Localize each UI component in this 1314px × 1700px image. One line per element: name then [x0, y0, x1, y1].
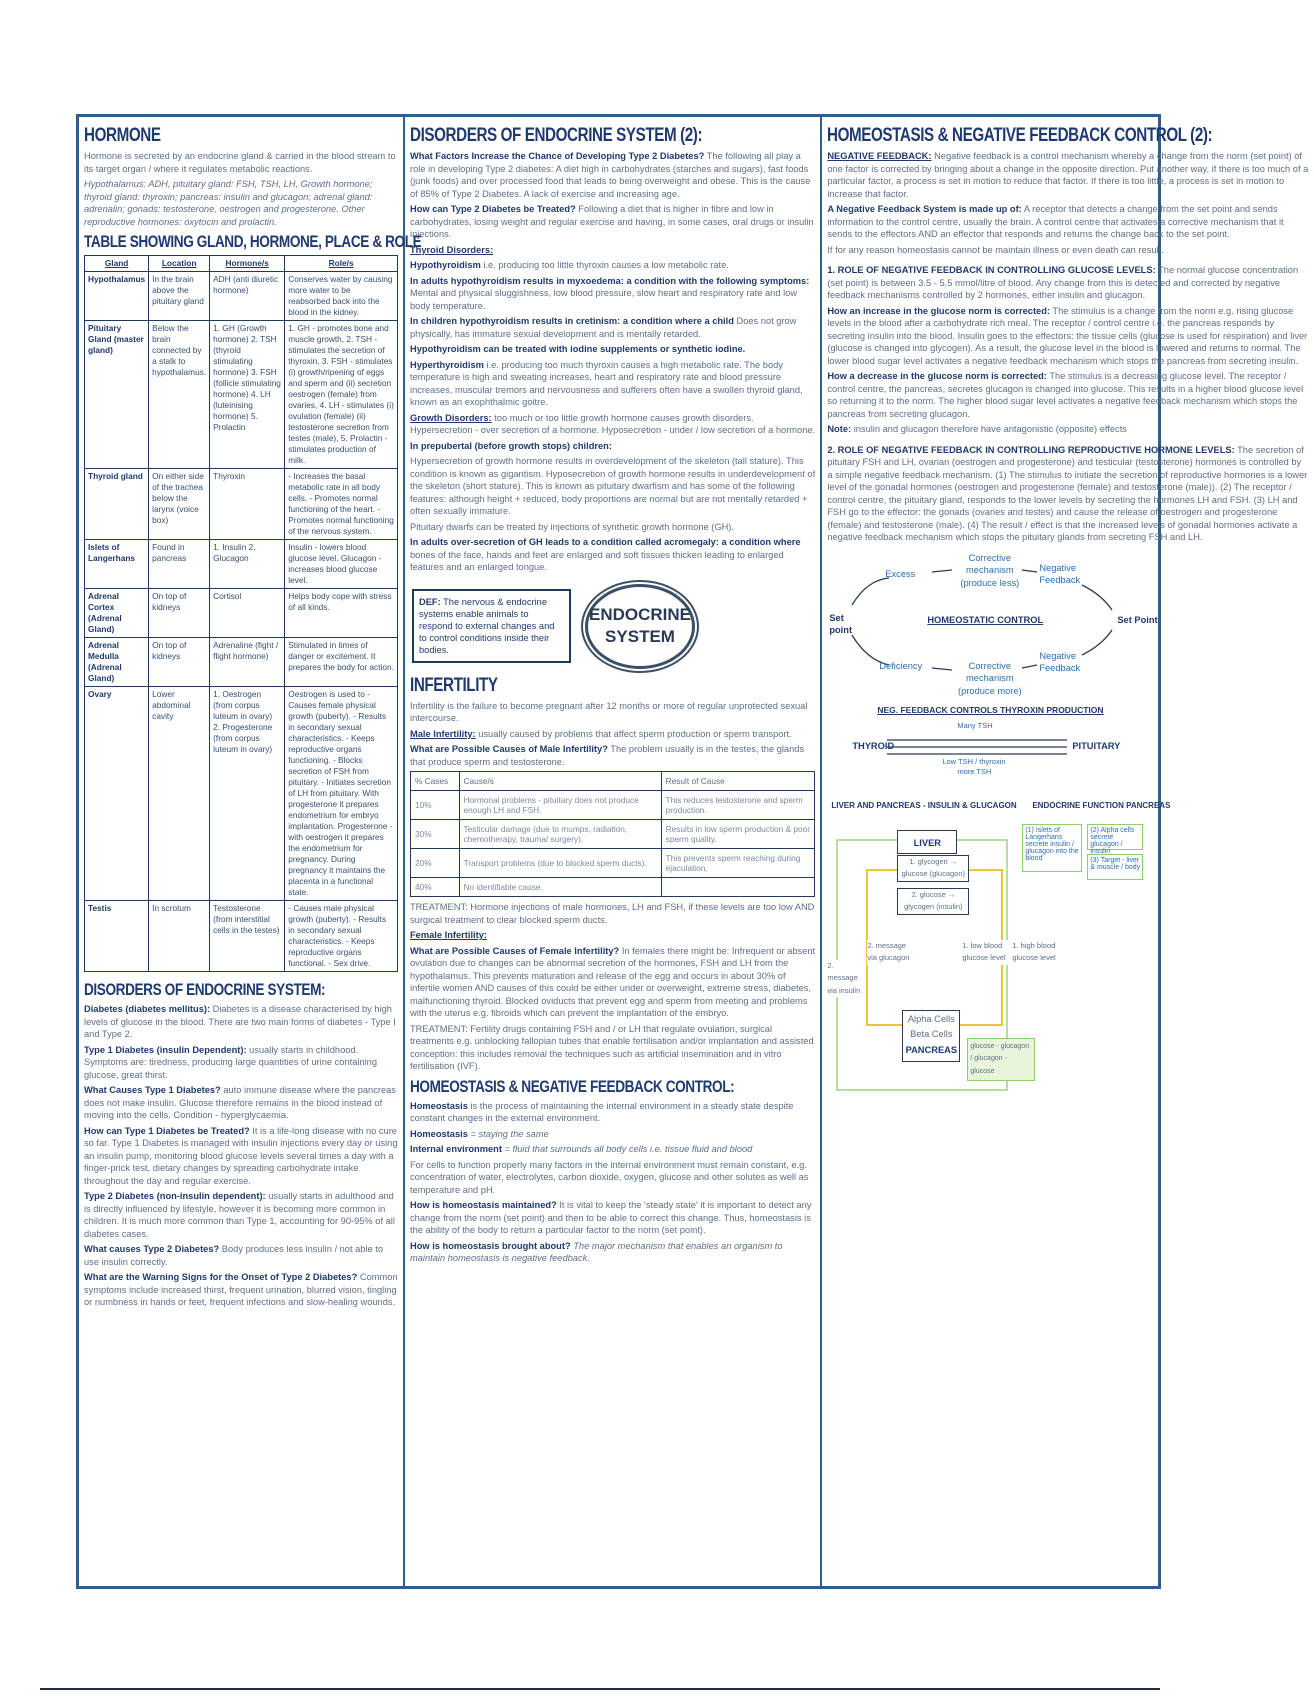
def-head: DEF:: [419, 597, 441, 607]
homeo-def-text: is the process of maintaining the internal environment in a steady state despite constant changes in the external environment.: [410, 1100, 794, 1123]
th-cases: % Cases: [411, 772, 460, 791]
def-text: The nervous & endocrine systems enable animals to respond to external changes and to control conditions inside their bodies.: [419, 597, 555, 655]
dwarf-text: Pituitary dwarfs can be treated by injections of synthetic growth hormone (GH).: [410, 521, 734, 532]
type2-head: Type 2 Diabetes (non-insulin dependent):: [84, 1191, 266, 1201]
liver-msg1: 2. message via glucagon: [867, 940, 915, 965]
note-head: Note:: [827, 424, 852, 434]
type1-head: Type 1 Diabetes (insulin Dependent):: [84, 1044, 247, 1055]
liver-msg2: 2. message via insulin: [827, 960, 863, 998]
infert-table-cell: No identifiable cause.: [459, 878, 661, 897]
cret-text: Does not grow physically, has immature sexual development and is mentally retarded.: [410, 316, 797, 339]
inc-para: [827, 305, 1309, 368]
gland-table-row: [85, 540, 398, 589]
nf-para: [827, 150, 1309, 200]
treat2-head: How can Type 2 Diabetes be Treated?: [410, 204, 576, 214]
gland-table-row: [85, 321, 398, 469]
th-location: Location: [149, 256, 210, 272]
gland-table-cell: Stimulated in times of danger or excitement. It prepares the body for action.: [285, 638, 398, 687]
myx-head: In adults hypothyroidism results in myxoedema: a condition with the following symptoms:: [410, 275, 810, 286]
diabetes-para: [84, 1003, 398, 1041]
gland-table-row: [85, 272, 398, 321]
diag-center: HOMEOSTATIC CONTROL: [927, 614, 1044, 625]
liver-label: LIVER: [913, 837, 942, 848]
infert-table-cell: [661, 878, 815, 897]
thyroxin-right: PITUITARY: [1072, 740, 1121, 751]
homeo2-heading: HOMEOSTASIS & NEGATIVE FEEDBACK CONTROL (2):: [827, 125, 1213, 146]
diag-excess: Excess: [885, 568, 916, 579]
infert-table-row: [411, 878, 815, 897]
diag-setpoint-left: Set point: [829, 612, 853, 635]
thyroxin-title: NEG. FEEDBACK CONTROLS THYROXIN PRODUCTION: [877, 704, 1104, 715]
infert-table-cell: 40%: [411, 878, 460, 897]
type2-para: [84, 1190, 398, 1240]
treat1-para: [84, 1125, 398, 1188]
infert-table-cell: Hormonal problems - pituitary does not produce enough LH and FSH.: [459, 791, 661, 820]
homeo-how-head: How is homeostasis maintained?: [410, 1200, 557, 1210]
hormone-text: Hormone is secreted by an endocrine gland & carried in the blood stream to its target organ / where it regulates metabolic reactions.: [84, 151, 396, 174]
pancreas-box-3: (3) Target - liver & muscle / body: [1087, 854, 1143, 880]
nf-head: NEGATIVE FEEDBACK:: [827, 151, 932, 161]
cause2-head: What causes Type 2 Diabetes?: [84, 1244, 220, 1254]
r-head: 2. ROLE OF NEGATIVE FEEDBACK IN CONTROLLING REPRODUCTIVE HORMONE LEVELS:: [827, 444, 1235, 455]
liver-high: 1. high blood glucose level: [1012, 940, 1058, 965]
growth-head: Growth Disorders:: [410, 412, 492, 423]
hyper-text: i.e. producing too much thyroxin causes a high metabolic rate. The body temperature is high and sweating increases, heart and respiratory rate and blood pressure increases, muscular tremors and nervousness and sufferers often have a swollen thyroid gland, known as an exophthalmic goitre.: [410, 359, 803, 407]
gland-table-cell: Below the brain connected by a stalk to hypothalamus.: [149, 321, 210, 469]
homeostatic-diagram: [827, 550, 1309, 700]
infert-intro: Infertility is the failure to become pregnant after 12 months or more of regular unprotected sexual intercourse.: [410, 700, 808, 723]
homeo-stay: [410, 1128, 815, 1141]
dec-head: How a decrease in the glucose norm is corrected:: [827, 371, 1047, 381]
cause1-text: auto immune disease where the pancreas does not make insulin. Glucose therefore remains in the blood instead of moving into the cells. Condition - hyperglycaemia.: [84, 1085, 396, 1120]
diabetes-head: Diabetes (diabetes mellitus):: [84, 1004, 211, 1014]
homeo-how: [410, 1199, 815, 1237]
liver-pancreas-section: [827, 800, 1309, 1100]
gland-table-cell: Cortisol: [210, 589, 285, 638]
male-head: Male Infertility:: [410, 728, 476, 739]
infert-table-cell: 30%: [411, 820, 460, 849]
female-head: Female Infertility:: [410, 930, 487, 940]
gland-table-cell: Islets of Langerhans: [85, 540, 149, 589]
acro-text: bones of the face, hands and feet are enlarged and soft tissues thicken leading to enlarged features and an enlarged tongue.: [410, 549, 784, 572]
pancreas-cells2: Beta Cells: [910, 1029, 953, 1039]
acro-para: [410, 536, 815, 574]
treat1-text: It is a life-long disease with no cure so far. Type 1 Diabetes is managed with insulin injections every day or using an insulin pump, monitoring blood glucose levels several times a day with a finger-prick test, dietary changes by spreading carbohydrate intake throughout the day and regular exercise.: [84, 1125, 398, 1186]
treat2-para: [410, 203, 815, 241]
infert-table-row: [411, 791, 815, 820]
liver-legend: glucose - glucagon / glucagon - glucose: [967, 1038, 1035, 1082]
causes-text: The problem usually is in the testes, the glands that produce sperm and testosterone.: [410, 744, 805, 767]
inc-text: The stimulus is a change from the norm e.g. rising glucose levels in the blood after a carbohydrate rich meal. The receptor / control centre i.e. the pancreas responds by secreting insulin into the blood. Insulin goes to the effectors: the tissue cells (glucose is used for respiration) and liver (glucose is changed into glycogen). As a result, the glucose level in the blood is lowered and returns to normal. The lower blood sugar level activates a negative feedback mechanism which stops the pancreas from secreting insulin.: [827, 305, 1308, 366]
homeo-brought-head: How is homeostasis brought about?: [410, 1240, 571, 1251]
prepub-head: In prepubertal (before growth stops) children:: [410, 440, 612, 451]
gland-table-cell: Testis: [85, 901, 149, 972]
dec-para: [827, 370, 1309, 420]
column-2: [405, 117, 822, 1586]
gland-table-header: [85, 256, 398, 272]
th-gland: Gland: [85, 256, 149, 272]
gland-table-row: [85, 901, 398, 972]
gland-table-cell: Ovary: [85, 687, 149, 901]
type1-text: usually starts in childhood. Symptoms are: tiredness, producing large quantities of urine containing glucose, great thirst.: [84, 1044, 378, 1080]
pancreas-title: ENDOCRINE FUNCTION PANCREAS: [1032, 800, 1171, 810]
gland-table-row: [85, 469, 398, 540]
r-text: The secretion of pituitary FSH and LH, ovarian (oestrogen and progesterone) and testicular (testosterone) hormones is controlled by a simple negative feedback mechanism. (1) The stimulus to initiate the secretion of reproductive hormones is a lower level of the gonadal hormones (oestrogen and progesterone (female) and testosterone (male)). (2) The receptor / control centre, the pituitary gland, responds to the lower levels by secreting the hormones LH and FSH. (3) LH and FSH go to the effector: the gonads (ovaries and testes) and cause the release of oestrogen and progesterone (female) and testosterone (male). (4) The result / effect is that the increased levels of gonadal hormones activate a negative feedback mechanism which stops the pituitary glands from secreting FSH and LH.: [827, 444, 1308, 542]
note-para: [827, 423, 1309, 436]
homeo-ie-head: Internal environment: [410, 1144, 502, 1154]
homeo-ie: [410, 1143, 815, 1156]
gland-table-cell: 1. Oestrogen (from corpus luteum in ovary) 2. Progesterone (from corpus luteum in ovary): [210, 687, 285, 901]
diag-corr-bot: Corrective mechanism (produce more): [958, 660, 1022, 696]
cret-head: In children hypothyroidism results in cretinism: a condition where a child: [410, 316, 734, 326]
myx-text: Mental and physical sluggishness, low blood pressure, slow heart and respiratory rate and low body temperature.: [410, 288, 798, 311]
dec-text: The stimulus is a decreasing glucose level. The receptor / control centre, the pancreas, secretes glucagon is changed into glucose. This results in a higher blood glucose level so returning it to the norm. The higher blood sugar level activates a negative feedback mechanism which stops the pancreas from secreting glucagon.: [827, 371, 1304, 419]
th-hormone: Hormone/s: [210, 256, 285, 272]
g-text: The normal glucose concentration (set point) is between 3.5 - 5.5 mmol/litre of blood. Any change from this is detected and corrected by negative feedback mechanisms controlled by 2 hormones, either insulin and glucagon.: [827, 265, 1299, 300]
homeo-brought-text: The major mechanism that enables an organism to maintain homeostasis is negative feedback.: [410, 1240, 783, 1263]
thyroid-head: Thyroid Disorders:: [410, 244, 494, 255]
hypo-treat: Hypothyroidism can be treated with iodine supplements or synthetic iodine.: [410, 344, 746, 354]
signs-para: [84, 1271, 398, 1309]
fcause-text: In females there might be: Infrequent or absent ovulation due to changes can be abnormal secretion of the hormones, FSH and LH from the hypothalamus. This prevents maturation and release of the egg and occurs in about 30% of infertile women AND causes of this could be either under or overweight, extreme stress, diabetes, malfunctioning thyroid. Blocked oviducts that prevent egg and sperm from meeting and problems with the uterus e.g. fibroids which can prevent the implantation of the embryo.: [410, 945, 816, 1018]
column-1: [79, 117, 422, 1586]
made-head: A Negative Feedback System is made up of:: [827, 204, 1022, 214]
type1-para: [84, 1044, 398, 1082]
thyroxin-bottom1: Low TSH / thyroxin: [942, 756, 1006, 766]
type2-text: usually starts in adulthood and is directly influenced by lifestyle, however it is becoming more common in children. It is much more common than Type 1, accounting for 90-95% of all diabetes cases.: [84, 1191, 395, 1239]
infert-table-cell: This prevents sperm reaching during ejaculation.: [661, 849, 815, 878]
infert-table-cell: Results in low sperm production & poor sperm quality.: [661, 820, 815, 849]
pancreas-cells1: Alpha Cells: [907, 1013, 955, 1024]
growth-text: too much or too little growth hormone causes growth disorders. Hypersecretion - over secretion of a hormone. Hyposecretion - under / low secretion of a hormone.: [410, 412, 816, 435]
cause2-text: Body produces less insulin / not able to use insulin correctly.: [84, 1244, 384, 1267]
gland-table-row: [85, 589, 398, 638]
gland-table-cell: 1. GH (Growth hormone) 2. TSH (thyroid stimulating hormone) 3. FSH (follicle stimulating hormone) 4. LH (luteinising hormone) 5. Prolactin: [210, 321, 285, 469]
gland-table-cell: - Increases the basal metabolic rate in all body cells. - Promotes normal functioning of the heart. - Promotes normal functioning of the nervous system.: [285, 469, 398, 540]
gland-table-cell: Testosterone (from interstitial cells in the testes): [210, 901, 285, 972]
gland-table-cell: On either side of the trachea below the larynx (voice box): [149, 469, 210, 540]
study-sheet: [76, 114, 1309, 1589]
hypo-head: Hypothyroidism: [410, 260, 481, 270]
note-text: insulin and glucagon therefore have antagonistic (opposite) effects: [853, 424, 1127, 434]
male-para: [410, 728, 815, 741]
cret-para: [410, 315, 815, 340]
treatment-m: TREATMENT: Hormone injections of male hormones, LH and FSH, if these levels are too low AND surgical treatment to clear blocked sperm ducts.: [410, 902, 815, 925]
gland-table-cell: Helps body cope with stress of all kinds.: [285, 589, 398, 638]
gland-table-cell: Adrenal Cortex (Adrenal Gland): [85, 589, 149, 638]
liver-low: 1. low blood glucose level: [962, 940, 1008, 965]
factors-text: The following all play a role in developing Type 2 diabetes: A diet high in carbohydrates (starches and sugars), fast foods (junk foods) and over processed food that leads to being overweight and obese. This is the cause of 85% of Type 2 Diabetes. A lack of exercise and increasing age.: [410, 151, 811, 199]
hypo-para: [410, 259, 815, 272]
liver-l2: 2. glucose → glycogen (insulin): [897, 888, 969, 915]
infertility-table: [410, 771, 815, 897]
inc-head: How an increase in the glucose norm is corrected:: [827, 305, 1050, 316]
gland-table-cell: In the brain above the pituitary gland: [149, 272, 210, 321]
gland-table-cell: Adrenal Medulla (Adrenal Gland): [85, 638, 149, 687]
gland-table-cell: Found in pancreas: [149, 540, 210, 589]
nf-text: Negative feedback is a control mechanism whereby a change from the norm (set point) of one factor is corrected by bringing about a change in the opposite direction. Put another way, if there is too much of a particular factor, a process is set in motion to reduce that factor. If there is too little, a process is set in motion to increase that factor.: [827, 151, 1309, 199]
gland-table-cell: Adrenaline (fight / flight hormone): [210, 638, 285, 687]
myx-para: [410, 275, 815, 313]
pancreas-box: [902, 1010, 960, 1063]
infert-table-cell: 10%: [411, 791, 460, 820]
thyroxin-top: Many TSH: [957, 720, 993, 730]
gland-table-cell: Conserves water by causing more water to be reabsorbed back into the blood in the kidney.: [285, 272, 398, 321]
gland-table-cell: 1. Insulin 2. Glucagon: [210, 540, 285, 589]
table-heading: TABLE SHOWING GLAND, HORMONE, PLACE & ROLE: [84, 232, 422, 251]
diag-neg-top: Negative Feedback: [1039, 562, 1081, 585]
fcause-para: [410, 945, 815, 1020]
thyroxin-bottom2: more TSH: [957, 766, 992, 776]
gland-table-cell: 1. GH - promotes bone and muscle growth, 2. TSH - stimulates the secretion of thyroxin, 3. FSH - stimulates (i) growth/ripening of eggs and sperm and (ii) secretion oestrogen (female) from ovaries, 4. LH - stimulates (i) ovulation (female) (ii) testosterone secretion from testes (male), 5. Prolactin - stimulates production of milk.: [285, 321, 398, 469]
gland-table-row: [85, 638, 398, 687]
fcause-head: What are Possible Causes of Female Infertility?: [410, 945, 620, 956]
column-3: [822, 117, 1314, 1586]
disorders-heading: DISORDERS OF ENDOCRINE SYSTEM:: [84, 980, 326, 999]
liver-title: LIVER AND PANCREAS - INSULIN & GLUCAGON: [831, 800, 1017, 810]
hormone-heading: HORMONE: [84, 125, 161, 146]
th-causes: Cause/s: [459, 772, 661, 791]
homeo-stay-head: Homeostasis: [410, 1128, 468, 1139]
homeo-how-text: It is vital to keep the 'steady state' it is important to detect any change from the norm (set point) and then to be able to correct this change. Thus, homeostasis is the ability of the body to return a particular factor to the norm (set point).: [410, 1200, 812, 1235]
gland-table-cell: In scrotum: [149, 901, 210, 972]
diag-corr-top: Corrective mechanism (produce less): [960, 552, 1020, 588]
thyroxin-left: THYROID: [852, 740, 895, 751]
pancreas-box-1: (1) Islets of Langerhans secrete insulin / glucagon into the blood: [1022, 824, 1082, 872]
gland-table-cell: Thyroxin: [210, 469, 285, 540]
signs-head: What are the Warning Signs for the Onset of Type 2 Diabetes?: [84, 1272, 358, 1282]
g-head: 1. ROLE OF NEGATIVE FEEDBACK IN CONTROLLING GLUCOSE LEVELS:: [827, 265, 1156, 275]
cause1-para: [84, 1084, 398, 1122]
th-role: Role/s: [285, 256, 398, 272]
cause2-para: [84, 1243, 398, 1268]
gland-table-cell: ADH (anti diuretic hormone): [210, 272, 285, 321]
pancreas-label: PANCREAS: [905, 1044, 958, 1055]
gland-table-cell: On top of kidneys: [149, 589, 210, 638]
acro-head: In adults over-secretion of GH leads to a condition called acromegaly: a condition where: [410, 537, 801, 547]
th-result: Result of Cause: [661, 772, 815, 791]
gland-table-cell: Oestrogen is used to - Causes female physical growth (puberty). - Results in secondary sexual characteristics. - Keeps reproductive organs functioning. - Blocks secretion of FSH from pituitary. - Initiates secretion of LH from pituitary. With progesterone it prepares endometrium for embryo implantation. Progesterone - with oestrogen it prepares the endometrium for pregnancy. During pregnancy it maintains the placenta in a functional state.: [285, 687, 398, 901]
infert-table-row: [411, 820, 815, 849]
male-text: usually caused by problems that affect sperm production or sperm transport.: [478, 728, 792, 739]
def-row: [412, 584, 815, 669]
thyroxin-diagram: [827, 704, 1309, 794]
infert-table-header: [411, 772, 815, 791]
diag-neg-bot: Negative Feedback: [1039, 650, 1081, 673]
causes-para: [410, 743, 815, 768]
diag-setpoint-right: Set Point: [1117, 614, 1158, 625]
treatment-f: TREATMENT: Fertility drugs containing FSH and / or LH that regulate ovulation, surgical treatments e.g. unblocking fallopian tubes that enable fertilisation and/or implantation and assisted conception: this includes removal the techniques such as artificial insemination and in vitro fertilisation (IVF).: [410, 1023, 814, 1071]
liver-box: [897, 830, 957, 854]
signs-text: Common symptoms include increased thirst, frequent urination, blurred vision, tingling or numbness in hands or feet, frequent infections and slow-healing wounds.: [84, 1272, 398, 1307]
disorders2-heading: DISORDERS OF ENDOCRINE SYSTEM (2):: [410, 125, 703, 146]
hyper-para: [410, 359, 815, 409]
cause1-head: What Causes Type 1 Diabetes?: [84, 1085, 221, 1095]
treat1-head: How can Type 1 Diabetes be Treated?: [84, 1125, 250, 1136]
infert-table-cell: 20%: [411, 849, 460, 878]
causes-head: What are Possible Causes of Male Infertility?: [410, 744, 608, 754]
growth-para: [410, 412, 815, 437]
made-para: [827, 203, 1309, 241]
gland-table-cell: Pituitary Gland (master gland): [85, 321, 149, 469]
homeo-def-head: Homeostasis: [410, 1100, 468, 1111]
endocrine-cloud: ENDOCRINE SYSTEM: [585, 584, 695, 669]
fail-text: If for any reason homeostasis cannot be maintain illness or even death can result.: [827, 244, 1164, 255]
factors-head: What Factors Increase the Chance of Developing Type 2 Diabetes?: [410, 151, 705, 161]
gland-table-cell: On top of kidneys: [149, 638, 210, 687]
gland-table-cell: Insulin - lowers blood glucose level. Glucagon - increases blood glucose level.: [285, 540, 398, 589]
prepub-text: Hypersecretion of growth hormone results in overdevelopment of the skeleton (tall stature). This condition is known as gigantism. Hyposecretion of growth hormone results in underdevelopment of the skeleton (short stature). This is known as pituitary dwarfism and has some of the following features: although height + reduced, body proportions are normal but are not mentally retarded + often sexually immature.: [410, 456, 816, 516]
footer-rule: [40, 1688, 1160, 1690]
infert-table-cell: Testicular damage (due to mumps, radiation, chemotherapy, trauma/ surgery).: [459, 820, 661, 849]
homeo-ie-text: = fluid that surrounds all body cells i.e. tissue fluid and blood: [504, 1144, 753, 1154]
infert-table-cell: This reduces testosterone and sperm production.: [661, 791, 815, 820]
infert-table-cell: Transport problems (due to blocked sperm ducts).: [459, 849, 661, 878]
hypo-text: i.e. producing too little thyroxin causes a low metabolic rate.: [483, 260, 729, 270]
gland-table-cell: - Causes male physical growth (puberty). - Results in secondary sexual characteristics. - Keeps reproductive organs functional. - Sex drive.: [285, 901, 398, 972]
gland-table-cell: Hypothalamus: [85, 272, 149, 321]
factors-para: [410, 150, 815, 200]
gland-table-cell: Lower abdominal cavity: [149, 687, 210, 901]
homeo-stay-text: = staying the same: [470, 1128, 549, 1139]
treat2-text: Following a diet that is higher in fibre and low in carbohydrates, losing weight and regular exercise and having, in some cases, oral drugs or insulin injections.: [410, 204, 814, 239]
made-text: A receptor that detects a change from the set point and sends information to the control centre, usually the brain. A control centre that activates a corrective mechanism that it sends to the effectors AND an effector that responds and returns the change back to the set point.: [827, 204, 1284, 239]
homeo-cells: For cells to function properly many factors in the internal environment must remain constant, e.g. concentration of water, electrolytes, carbon dioxide, oxygen, glucose and other solutes as well as temperature and pH.: [410, 1159, 809, 1195]
gland-table: [84, 255, 398, 972]
homeo-def: [410, 1100, 815, 1125]
gland-table-cell: Thyroid gland: [85, 469, 149, 540]
diag-deficiency: Deficiency: [879, 660, 923, 671]
hormone-examples: Hypothalamus: ADH, pituitary gland: FSH, TSH, LH, Growth hormone; thyroid gland: thyroxin; pancreas: insulin and glucagon; adrenal gland: adrenalin; gonads: testosterone, oestrogen and progesterone. Other reproductive hormones: oxytocin and prolactin.: [84, 179, 373, 227]
def-box: [412, 589, 571, 663]
infert-table-row: [411, 849, 815, 878]
pancreas-box-2: (2) Alpha cells secrete glucagon / insulin: [1087, 824, 1143, 850]
homeostasis-heading: HOMEOSTASIS & NEGATIVE FEEDBACK CONTROL:: [410, 1076, 735, 1096]
diabetes-text: Diabetes is a disease characterised by high levels of glucose in the blood. There are two main forms of diabetes - Type I and Type 2.: [84, 1004, 396, 1039]
r-para: [827, 444, 1309, 544]
gland-table-row: [85, 687, 398, 901]
g-para: [827, 264, 1309, 302]
hyper-head: Hyperthyroidism: [410, 359, 484, 370]
liver-l1: 1. glycogen → glucose (glucagon): [897, 855, 969, 882]
infertility-heading: INFERTILITY: [410, 674, 498, 696]
homeo-brought: [410, 1240, 815, 1265]
